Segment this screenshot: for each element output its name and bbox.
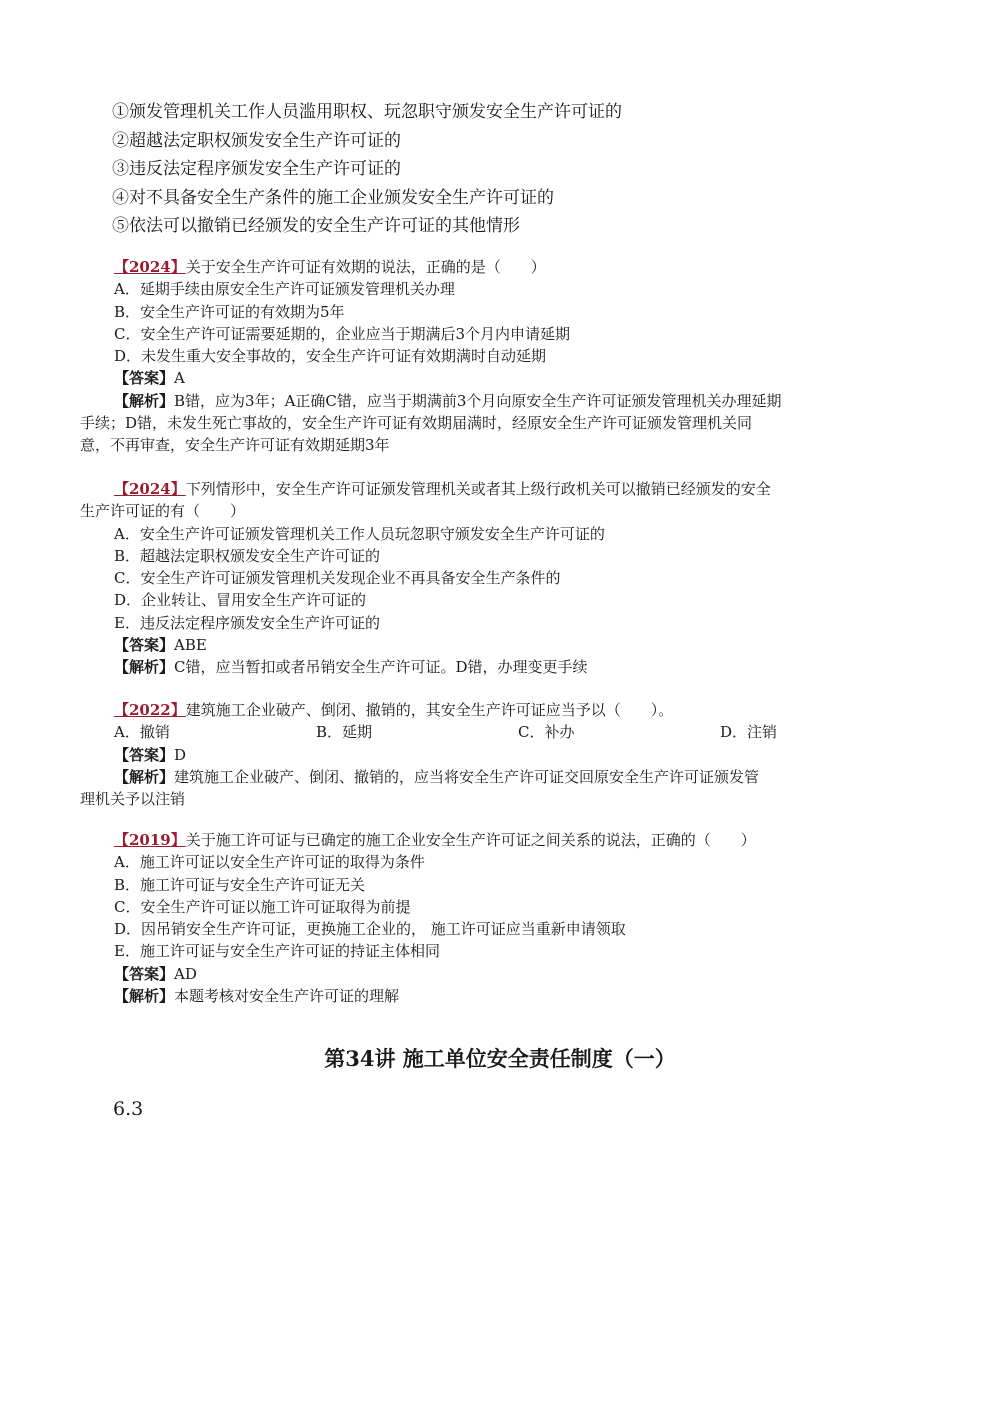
- question-stem: 【2022】建筑施工企业破产、倒闭、撤销的，其安全生产许可证应当予以（ ）。: [114, 701, 674, 719]
- option-row: [80, 721, 925, 743]
- option: C．安全生产许可证以施工许可证取得为前提: [114, 897, 411, 916]
- explanation: 【解析】C错，应当暂扣或者吊销安全生产许可证。D错，办理变更手续: [114, 658, 588, 677]
- year-tag: 【2022】: [114, 701, 186, 719]
- answer: 【答案】ABE: [114, 636, 207, 655]
- answer: 【答案】AD: [114, 964, 197, 983]
- option: C．安全生产许可证颁发管理机关发现企业不再具备安全生产条件的: [114, 569, 561, 588]
- question-stem-cont: 生产许可证的有（ ）: [80, 502, 246, 521]
- explanation-cont: 理机关予以注销: [80, 790, 186, 809]
- intro-item: ②超越法定职权颁发安全生产许可证的: [112, 130, 401, 151]
- intro-item: ⑤依法可以撤销已经颁发的安全生产许可证的其他情形: [112, 216, 520, 236]
- explanation: 【解析】本题考核对安全生产许可证的理解: [114, 987, 400, 1006]
- explanation: 【解析】建筑施工企业破产、倒闭、撤销的，应当将安全生产许可证交回原安全生产许可证颁发管: [114, 767, 760, 786]
- option: D．注销: [720, 723, 778, 742]
- option: A．施工许可证以安全生产许可证的取得为条件: [114, 853, 425, 872]
- explanation: 【解析】B错，应为3年；A正确C错，应当于期满前3个月向原安全生产许可证颁发管理机关办理延期: [114, 391, 782, 410]
- option: A．延期手续由原安全生产许可证颁发管理机关办理: [114, 280, 455, 299]
- option: B．安全生产许可证的有效期为5年: [114, 302, 345, 321]
- lecture-heading: 第34讲 施工单位安全责任制度（一）: [324, 1046, 676, 1071]
- option: E．违反法定程序颁发安全生产许可证的: [114, 613, 380, 632]
- question-block: [80, 829, 925, 1007]
- question-stem: 【2024】关于安全生产许可证有效期的说法，正确的是（ ）: [114, 258, 546, 276]
- option: D．因吊销安全生产许可证，更换施工企业的， 施工许可证应当重新申请领取: [114, 920, 626, 939]
- year-tag: 【2024】: [114, 258, 186, 276]
- answer: 【答案】A: [114, 369, 185, 388]
- intro-item: ③违反法定程序颁发安全生产许可证的: [112, 159, 401, 179]
- option: A．撤销: [114, 723, 170, 742]
- explanation-cont: 意，不再审查，安全生产许可证有效期延期3年: [80, 436, 390, 455]
- section-number: 6.3: [113, 1098, 144, 1120]
- option: B．延期: [316, 723, 373, 742]
- option: C．补办: [518, 723, 575, 742]
- question-block: [80, 478, 925, 679]
- option: E．施工许可证与安全生产许可证的持证主体相同: [114, 942, 440, 961]
- option: B．施工许可证与安全生产许可证无关: [114, 875, 366, 894]
- intro-item: ①颁发管理机关工作人员滥用职权、玩忽职守颁发安全生产许可证的: [112, 102, 622, 122]
- question-block: [80, 256, 925, 457]
- option: D．未发生重大安全事故的，安全生产许可证有效期满时自动延期: [114, 347, 547, 366]
- year-tag: 【2024】: [114, 480, 186, 498]
- option: A．安全生产许可证颁发管理机关工作人员玩忽职守颁发安全生产许可证的: [114, 524, 605, 543]
- answer: 【答案】D: [114, 745, 187, 764]
- explanation-cont: 手续；D错，未发生死亡事故的，安全生产许可证有效期届满时，经原安全生产许可证颁发管理机关同: [80, 414, 753, 433]
- option: B．超越法定职权颁发安全生产许可证的: [114, 546, 381, 565]
- year-tag: 【2019】: [114, 831, 186, 849]
- question-stem: 【2024】下列情形中，安全生产许可证颁发管理机关或者其上级行政机关可以撤销已经颁发的安全: [114, 480, 771, 498]
- option: D．企业转让、冒用安全生产许可证的: [114, 591, 367, 610]
- intro-list: [112, 98, 912, 241]
- intro-item: ④对不具备安全生产条件的施工企业颁发安全生产许可证的: [112, 187, 554, 208]
- option: C．安全生产许可证需要延期的，企业应当于期满后3个月内申请延期: [114, 324, 571, 343]
- question-block: [80, 699, 925, 810]
- question-stem: 【2019】关于施工许可证与已确定的施工企业安全生产许可证之间关系的说法，正确的（ ）: [114, 831, 756, 849]
